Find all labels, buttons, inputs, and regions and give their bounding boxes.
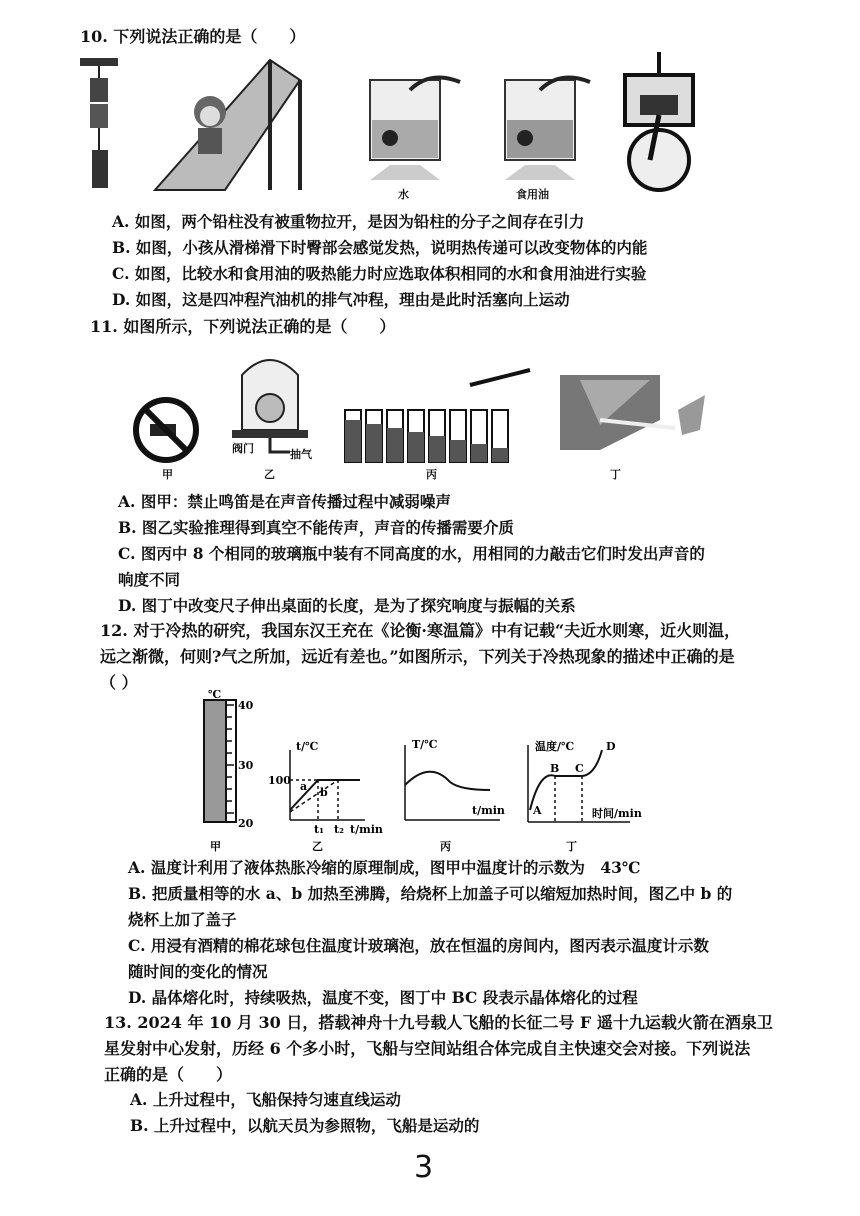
q13-option-a: A. 上升过程中，飞船保持匀速直线运动 [130,1090,401,1109]
q12-stem-line3: （ ） [100,673,138,692]
q11-yi-label: 乙 [264,468,275,481]
lead-cylinder-figure [80,58,118,188]
thermo-30: 30 [238,759,254,772]
q12-ding-label: 丁 [566,840,577,853]
q10-option-d: D. 如图，这是四冲程汽油机的排气冲程，理由是此时活塞向上运动 [112,290,570,309]
q12-figures [190,690,660,855]
yi-a: a [300,780,308,793]
yi-t1: t₁ [314,823,324,836]
q12-bing-label: 丙 [440,840,451,853]
q12-option-b-cont: 烧杯上加了盖子 [128,910,237,929]
glass-bottles-figure [345,370,530,462]
q10-option-b: B. 如图，小孩从滑梯滑下时臀部会感觉发热，说明热传递可以改变物体的内能 [112,238,648,257]
q12-jia-label: 甲 [210,840,221,853]
q11-stem: 11. 如图所示，下列说法正确的是（ ） [90,317,396,336]
q12-stem-line1: 12. 对于冷热的研究，我国东汉王充在《论衡·寒温篇》中有记载“夫近水则寒，近火则温， [100,621,741,640]
thermometer-figure [204,690,254,830]
q12-option-a: A. 温度计利用了液体热胀冷缩的原理制成，图甲中温度计的示数为 43℃ [128,858,641,877]
q13-stem-line1: 13. 2024 年 10 月 30 日，搭载神舟十九号载人飞船的长征二号 F 遥十九运载火箭在酒泉卫 [104,1013,773,1032]
q11-figures [130,340,720,470]
q11-option-b: B. 图乙实验推理得到真空不能传声，声音的传播需要介质 [118,518,514,537]
q11-option-a: A. 图甲：禁止鸣笛是在声音传播过程中减弱噪声 [118,492,451,511]
yi-100: 100 [268,774,291,787]
slide-figure [155,60,300,190]
bell-jar-figure [232,360,308,452]
q10-option-a: A. 如图，两个铅柱没有被重物拉开，是因为铅柱的分子之间存在引力 [112,212,585,231]
ding-A: A [533,804,542,817]
yi-t2: t₂ [334,823,344,836]
q11-option-c-cont: 响度不同 [118,570,181,589]
ruler-table-figure [560,375,705,450]
q12-stem-line2: 远之渐微，何则?气之所加，远近有差也。”如图所示，下列关于冷热现象的描述中正确的是 [100,647,735,666]
pump-label: 抽气 [290,448,312,461]
q12-option-c-cont: 随时间的变化的情况 [128,962,268,981]
q11-bing-label: 丙 [426,468,437,481]
yi-ylabel: t/℃ [296,740,319,753]
q10-figures [70,50,730,200]
thermo-unit: ℃ [208,690,222,701]
ding-xlabel: 时间/min [592,807,642,820]
yi-xlabel: t/min [350,823,383,836]
valve-label: 阀门 [232,442,254,455]
bing-ylabel: T/℃ [412,738,438,751]
page-number: 3 [414,1150,434,1185]
q11-option-c: C. 图丙中 8 个相同的玻璃瓶中装有不同高度的水，用相同的力敲击它们时发出声音的 [118,544,705,563]
water-label: 水 [398,188,409,201]
ding-B: B [550,762,560,775]
yi-b: b [320,786,328,799]
q11-jia-label: 甲 [162,468,173,481]
ding-ylabel: 温度/℃ [535,740,575,753]
q11-ding-label: 丁 [610,468,621,481]
q13-stem-line3: 正确的是（ ） [104,1065,233,1084]
ding-C: C [575,762,584,775]
q12-yi-label: 乙 [312,840,323,853]
q10-stem: 10. 下列说法正确的是（ ） [80,27,306,46]
oil-label: 食用油 [516,188,549,201]
thermo-40: 40 [238,699,254,712]
q12-option-c: C. 用浸有酒精的棉花球包住温度计玻璃泡，放在恒温的房间内，图丙表示温度计示数 [128,936,709,955]
no-honking-sign-icon [136,400,196,460]
thermo-20: 20 [238,817,254,830]
q11-option-d: D. 图丁中改变尺子伸出桌面的长度，是为了探究响度与振幅的关系 [118,596,576,615]
engine-figure [625,52,693,190]
water-beaker-figure [370,78,460,181]
ding-D: D [606,740,616,753]
q12-option-b: B. 把质量相等的水 a、b 加热至沸腾，给烧杯上加盖子可以缩短加热时间，图乙中 b 的 [128,884,733,903]
q10-option-c: C. 如图，比较水和食用油的吸热能力时应选取体积相同的水和食用油进行实验 [112,264,647,283]
bing-xlabel: t/min [472,804,505,817]
oil-beaker-figure [505,78,590,181]
q12-option-d: D. 晶体熔化时，持续吸热，温度不变，图丁中 BC 段表示晶体熔化的过程 [128,988,638,1007]
q13-stem-line2: 星发射中心发射，历经 6 个多小时，飞船与空间站组合体完成自主快速交会对接。下列说法 [104,1039,751,1058]
q13-option-b: B. 上升过程中，以航天员为参照物，飞船是运动的 [130,1116,480,1135]
